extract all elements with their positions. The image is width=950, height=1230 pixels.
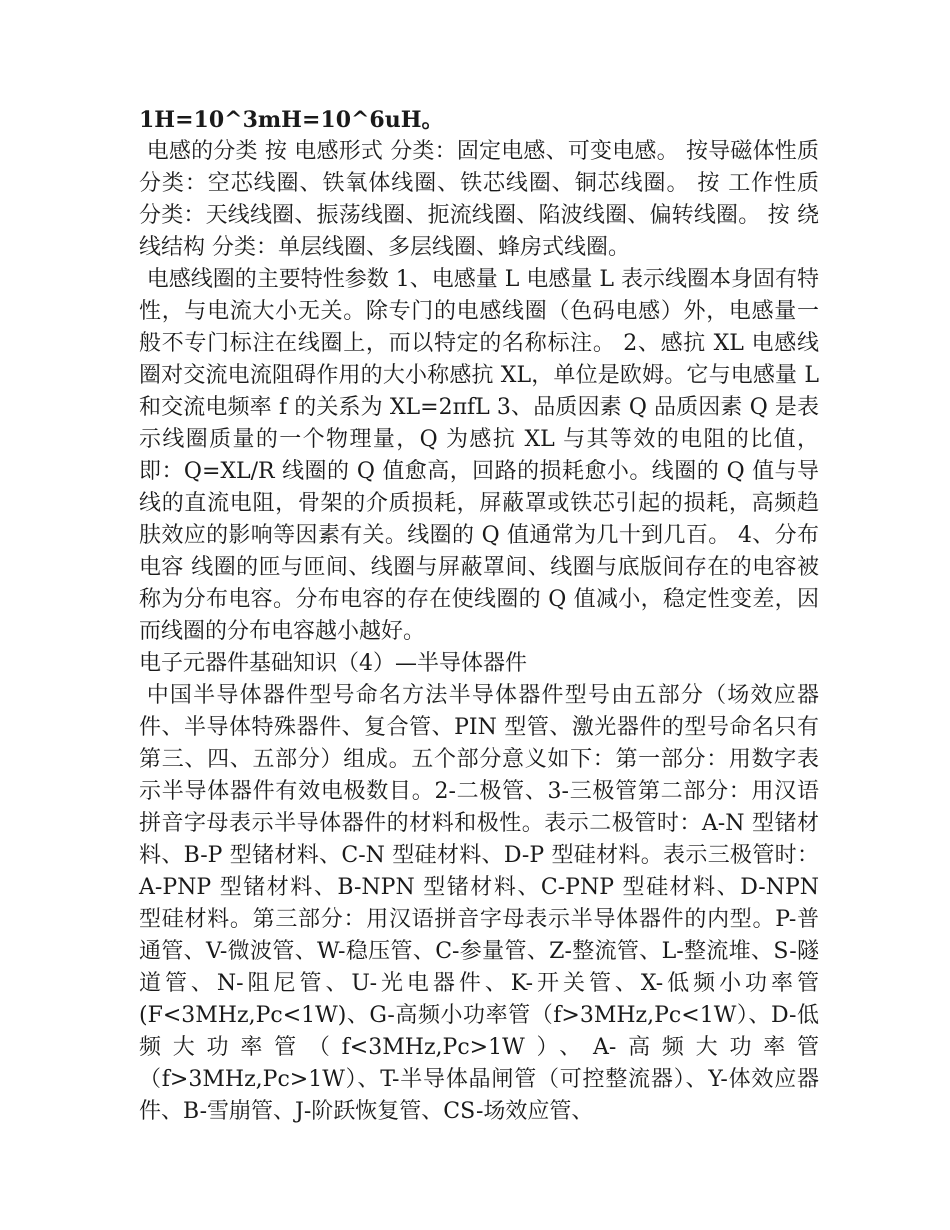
section-heading: 电子元器件基础知识（4）—半导体器件 <box>139 651 527 676</box>
document-page <box>139 104 819 1128</box>
inductor-characteristics-paragraph: 电感线圈的主要特性参数 1、电感量 L 电感量 L 表示线圈本身固有特性，与电流大小无关。除专门的电感线圈（色码电感）外，电感量一般不专门标注在线圈上，而以特定的名称标注。 2、感抗 XL 电感线圈对交流电流阻碍作用的大小称感抗 XL，单位是欧姆。它与电感量 L 和交流电频率 f 的关系为 XL=2πfL 3、品质因素 Q 品质因素 Q 是表示线圈质量的一个物理量，Q 为感抗 XL 与其等效的电阻的比值，即：Q=XL/R 线圈的 Q 值愈高，回路的损耗愈小。线圈的 Q 值与导线的直流电阻，骨架的介质损耗，屏蔽罩或铁芯引起的损耗，高频趋肤效应的影响等因素有关。线圈的 Q 值通常为几十到几百。 4、分布电容 线圈的匝与匝间、线圈与屏蔽罩间、线圈与底版间存在的电容被称为分布电容。分布电容的存在使线圈的 Q 值减小，稳定性变差，因而线圈的分布电容越小越好。 <box>139 267 819 644</box>
semiconductor-naming-paragraph: 中国半导体器件型号命名方法半导体器件型号由五部分（场效应器件、半导体特殊器件、复合管、PIN 型管、激光器件的型号命名只有第三、四、五部分）组成。五个部分意义如下：第一部分：用数字表示半导体器件有效电极数目。2-二极管、3-三极管第二部分：用汉语拼音字母表示半导体器件的材料和极性。表示二极管时：A-N 型锗材料、B-P 型锗材料、C-N 型硅材料、D-P 型硅材料。表示三极管时：A-PNP 型锗材料、B-NPN 型锗材料、C-PNP 型硅材料、D-NPN 型硅材料。第三部分：用汉语拼音字母表示半导体器件的内型。P-普通管、V-微波管、W-稳压管、C-参量管、Z-整流管、L-整流堆、S-隧道管、N-阻尼管、U-光电器件、K-开关管、X-低频小功率管(F<3MHz,Pc<1W)、G-高频小功率管（f>3MHz,Pc<1W）、D-低频大功率管（f<3MHz,Pc>1W）、A-高频大功率管（f>3MHz,Pc>1W）、T-半导体晶闸管（可控整流器）、Y-体效应器件、B-雪崩管、J-阶跃恢复管、CS-场效应管、 <box>139 683 819 1124</box>
unit-conversion-line: 1H=10^3mH=10^6uH。 <box>139 107 444 133</box>
inductor-classification-paragraph: 电感的分类 按 电感形式 分类：固定电感、可变电感。 按导磁体性质分类：空芯线圈、铁氧体线圈、铁芯线圈、铜芯线圈。 按 工作性质 分类：天线线圈、振荡线圈、扼流线圈、陷波线圈、偏转线圈。 按 绕线结构 分类：单层线圈、多层线圈、蜂房式线圈。 <box>139 139 819 260</box>
